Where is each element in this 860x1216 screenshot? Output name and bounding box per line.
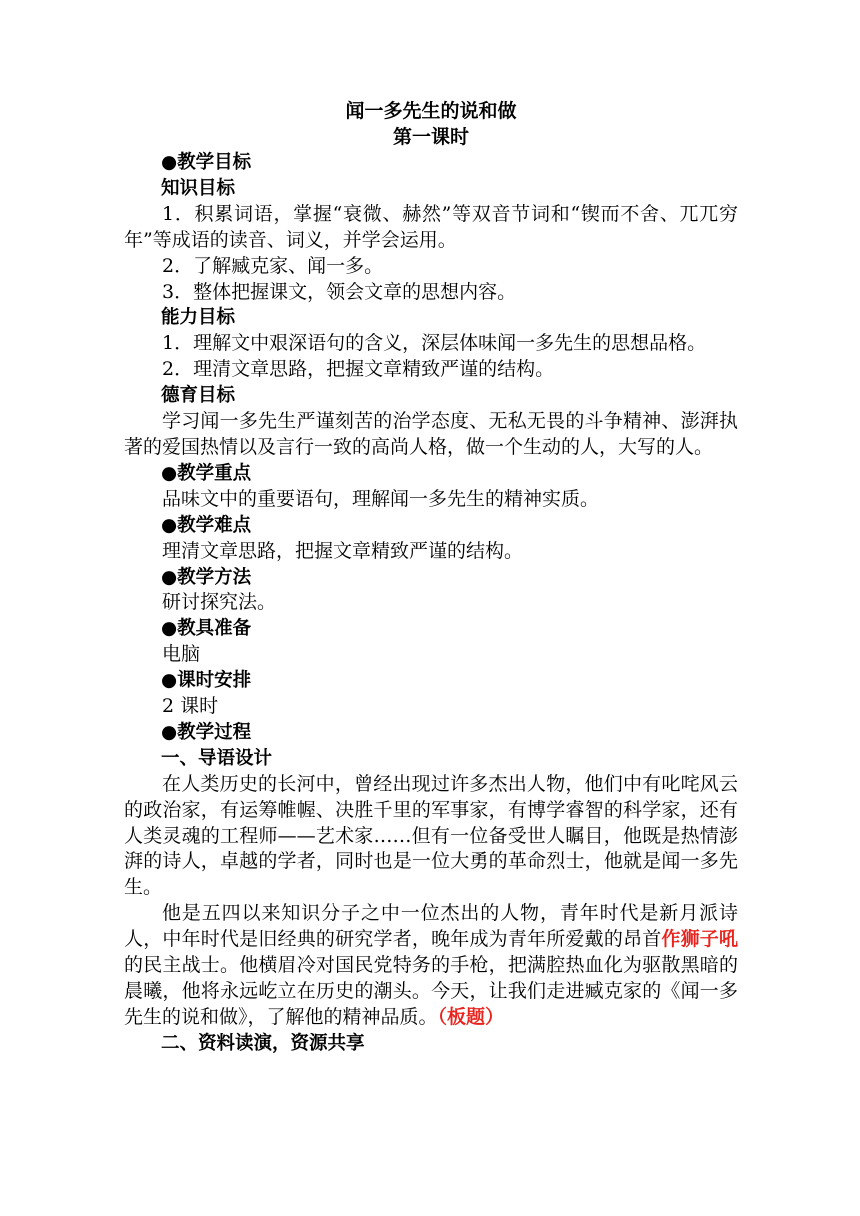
method-heading: ●教学方法 [161, 566, 252, 588]
intro-paragraph-2-part-b: 的民主战士。他横眉冷对国民党特务的手枪，把满腔热血化为驱散黑暗的晨曦，他将永远屹立在历史的潮头。今天，让我们走进臧克家的《闻一多先生的说和做》，了解他的精神品质。 [124, 954, 738, 1028]
step1-heading: 一、导语设计 [161, 747, 273, 769]
intro-paragraph-2-part-a: 他是五四以来知识分子之中一位杰出的人物，青年时代是新月派诗人，中年时代是旧经典的研究学者，晚年成为青年所爱戴的昂首 [124, 902, 738, 951]
key-point-text: 品味文中的重要语句，理解闻一多先生的精神实质。 [162, 487, 600, 510]
schedule-text: 2 课时 [162, 695, 219, 718]
ability-item-2: 2．理清文章思路，把握文章精致严谨的结构。 [162, 358, 555, 381]
moral-text: 学习闻一多先生严谨刻苦的治学态度、无私无畏的斗争精神、澎湃执著的爱国热情以及言行一致的高尚人格，做一个生动的人，大写的人。 [124, 410, 738, 458]
moral-heading: 德育目标 [161, 385, 236, 407]
step2-heading: 二、资料读演，资源共享 [161, 1032, 365, 1054]
highlight-phrase: 作狮子吼 [661, 928, 738, 951]
difficulty-text: 理清文章思路，把握文章精致严谨的结构。 [162, 539, 524, 562]
document-title: 闻一多先生的说和做 [345, 100, 517, 122]
schedule-heading: ●课时安排 [161, 670, 252, 692]
board-title-note: （板题） [437, 1005, 505, 1028]
knowledge-heading: 知识目标 [161, 177, 236, 199]
intro-paragraph-2 [124, 901, 738, 1031]
knowledge-item-2: 2．了解臧克家、闻一多。 [162, 254, 384, 277]
key-point-heading: ●教学重点 [161, 462, 252, 484]
knowledge-item-1: 1．积累词语，掌握“衰微、赫然”等双音节词和“锲而不舍、兀兀穷年”等成语的读音、词义，并学会运用。 [124, 202, 738, 251]
process-heading: ●教学过程 [161, 721, 252, 743]
document-subtitle: 第一课时 [392, 126, 469, 148]
tools-text: 电脑 [162, 643, 201, 666]
method-text: 研讨探究法。 [162, 591, 277, 614]
tools-heading: ●教具准备 [161, 618, 252, 640]
document-body [124, 98, 738, 1057]
knowledge-item-3: 3．整体把握课文，领会文章的思想内容。 [162, 280, 517, 303]
difficulty-heading: ●教学难点 [161, 514, 252, 536]
ability-item-1: 1．理解文中艰深语句的含义，深层体味闻一多先生的思想品格。 [162, 332, 707, 355]
objectives-heading: ●教学目标 [161, 152, 252, 173]
ability-heading: 能力目标 [161, 307, 236, 329]
intro-paragraph-1: 在人类历史的长河中，曾经出现过许多杰出人物，他们中有叱咤风云的政治家，有运筹帷幄、决胜千里的军事家，有博学睿智的科学家，还有人类灵魂的工程师——艺术家……但有一位备受世人瞩目，他既是热情澎湃的诗人，卓越的学者，同时也是一位大勇的革命烈士，他就是闻一多先生。 [124, 772, 738, 899]
